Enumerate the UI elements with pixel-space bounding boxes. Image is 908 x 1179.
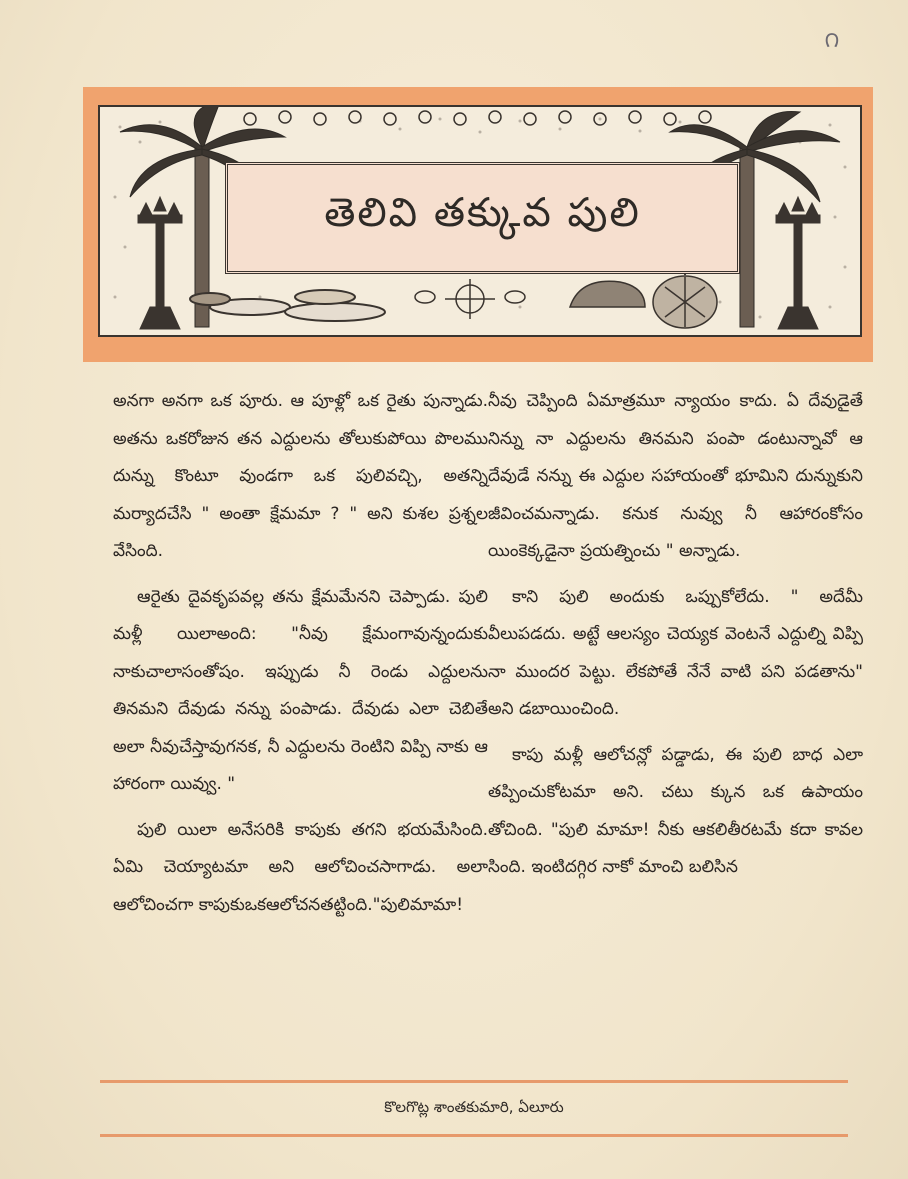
paragraph: ఆరైతు దైవకృపవల్ల తను క్షేమమేనని చెప్పాడు. పులి మళ్లీ యిలాఅంది: "నీవు క్షేమంగావున్నందుకు నాకుచాలాసంతోషం. ఇప్పుడు నీ రెండు ఎద్దులను తినమని దేవుడు నన్ను పంపాడు. దేవుడు ఎలా చెబితే అలా నీవుచేస్తావుగనక, నీ ఎద్దులను రెంటిని విప్పి నాకు ఆ హారంగా యివ్వు. "	[113, 586, 488, 794]
bottom-divider	[100, 1134, 848, 1137]
fruit-plate-icon	[190, 290, 385, 321]
oil-lamp-icon	[138, 197, 182, 329]
page-number: ౧	[824, 28, 840, 53]
sack-icon	[570, 281, 645, 307]
paragraph: పులి యిలా అనేసరికి కాపుకు తగని భయమేసింది. ఏమి చెయ్యాటమా అని ఆలోచించసాగాడు. అలా ఆలోచించగా కాపుకుఒకఆలోచనతట్టింది."పులిమామా!	[113, 819, 488, 915]
paragraph: కాపు మళ్లీ ఆలోచన్లో పడ్డాడు, ఈ పులి బాధ ఎలా తప్పించుకోటమా అని. చటు క్కున ఒక ఉపాయం తోచింది. "పులి మామా! నీకు ఆకలితీరటమే కదా కావల సింది. ఇంటిదగ్గిర నాకో మాంచి బలిసిన	[488, 744, 863, 877]
top-divider	[100, 1080, 848, 1083]
story-title: తెలివి తక్కువ పులి	[324, 190, 641, 236]
paragraph: అనగా అనగా ఒక పూరు. ఆ పూళ్లో ఒక రైతు పున్నాడు. అతను ఒకరోజున తన ఎద్దులను తోలుకుపోయి పొలము దున్ను కొంటూ వుండగా ఒక పులివచ్చి, అతన్ని మర్యాదచేసి " అంతా క్షేమమా ? " అని కుశల ప్రశ్నల వేసింది.	[113, 391, 488, 561]
oil-lamp-icon	[776, 197, 820, 329]
title-panel	[225, 162, 740, 274]
paragraph: నీవు చెప్పింది ఏమాత్రమూ న్యాయం కాదు. ఏ దేవుడైతే నిన్ను నా ఎద్దులను తినమని పంపా డంటున్నావో ఆ దేవుడే నన్ను ఈ ఎద్దుల సహాయంతో భూమిని దున్నుకుని జీవించమన్నాడు. కనుక నువ్వు నీ ఆహారంకోసం యింకెక్కడైనా ప్రయత్నించు " అన్నాడు.	[488, 391, 863, 561]
left-column	[113, 383, 488, 924]
rangoli-icon	[415, 279, 525, 319]
paragraph: కాని పులి అందుకు ఒప్పుకోలేదు. " అదేమీ వీలుపడదు. అట్టే ఆలస్యం చెయ్యక వెంటనే ఎద్దుల్ని విప్పి నా ముందర పెట్టు. లేకపోతే నేనే వాటి పని పడతాను" అని డబాయించింది.	[488, 586, 863, 719]
right-column	[488, 383, 863, 887]
author-credit: కొలగొట్ల శాంతకుమారి, ఏలూరు	[384, 1098, 564, 1116]
top-ornament-circles	[244, 111, 711, 125]
